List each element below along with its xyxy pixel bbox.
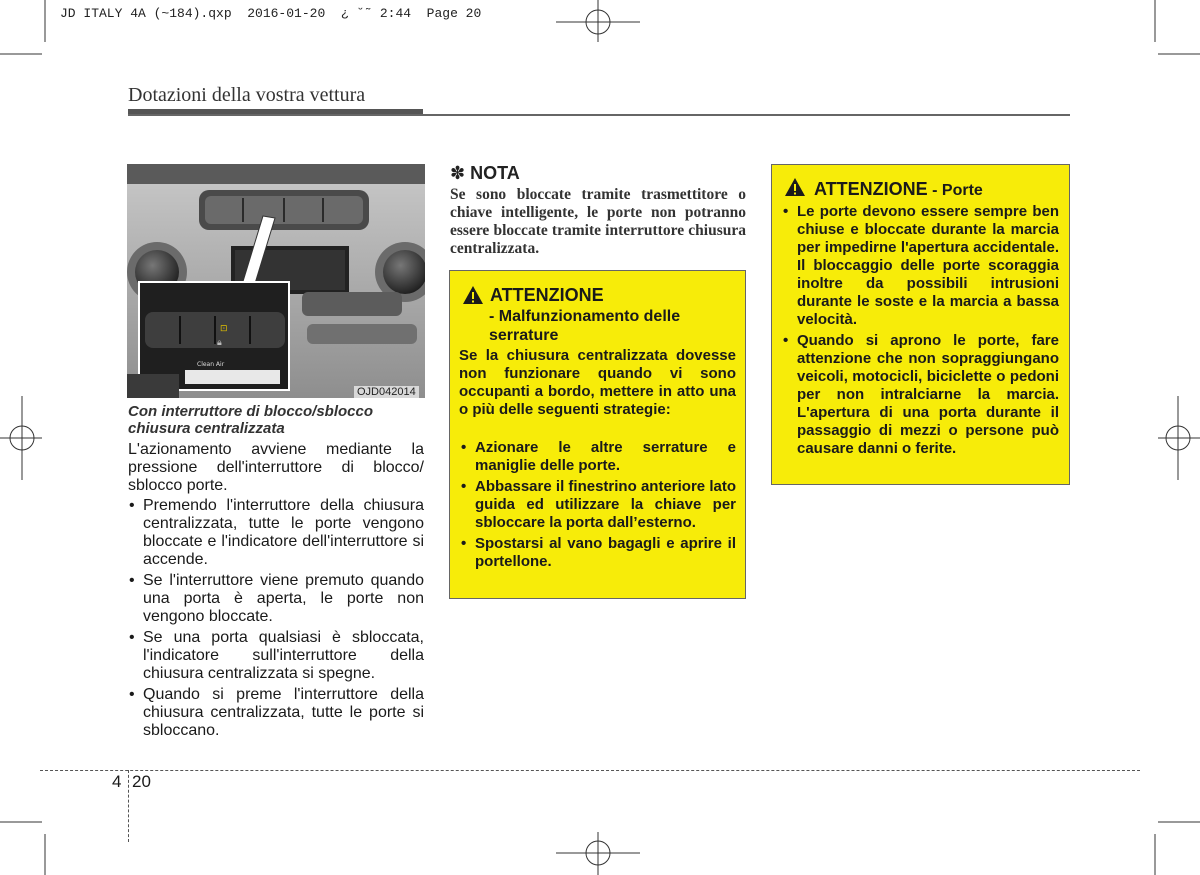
section-title: Dotazioni della vostra vettura [128, 84, 366, 106]
list-item: • Se una porta qualsiasi è sbloccata, l'indicatore sull'interruttore della chiusura centralizzata si spegne. [128, 629, 424, 683]
warning-title: ATTENZIONE [490, 285, 604, 305]
chapter-number: 4 [112, 772, 122, 791]
list-item: • Premendo l'interruttore della chiusura centralizzata, tutte le porte vengono bloccate e l'indicatore dell'interruttore si accende. [128, 497, 424, 569]
warning-title-suffix: - Porte [927, 182, 983, 199]
footer-tick [128, 770, 129, 842]
list-item: • Se l'interruttore viene premuto quando una porta è aperta, le porte non vengono bloccate. [128, 572, 424, 626]
nota-body: Se sono bloccate tramite trasmettitore o chiave intelligente, le porte non potranno essere bloccate tramite interruttore chiusura centralizzata. [450, 186, 746, 257]
list-item: • Abbassare il finestrino anteriore lato guida ed utilizzare la chiave per sbloccare la porta dall’esterno. [459, 478, 736, 532]
dashboard-photo [127, 164, 425, 398]
warning-title [814, 179, 983, 200]
warning-box-lock-malfunction [449, 270, 746, 599]
warning-icon [462, 285, 484, 305]
header-rule [128, 114, 1070, 116]
list-item: • Azionare le altre serrature e maniglie delle porte. [459, 439, 736, 475]
photo-code: OJD042014 [354, 386, 419, 398]
photo-caption: Con interruttore di blocco/sblocco chiusura centralizzata [128, 403, 374, 437]
svg-text:⊡: ⊡ [220, 324, 228, 334]
list-item: • Quando si aprono le porte, fare attenzione che non sopraggiungano veicoli, motocicli, biciclette o pedoni per non intralciarne la marcia. L'apertura di una porta durante il passaggio di mezzi o persone può causare danni o ferite. [781, 332, 1059, 458]
warning-box-doors [771, 164, 1070, 485]
warning-title-main: ATTENZIONE [814, 179, 928, 199]
list-item: • Spostarsi al vano bagagli e aprire il portellone. [459, 535, 736, 571]
warning-bullets [459, 439, 736, 574]
page-number: 20 [132, 772, 151, 791]
warning-subtitle: - Malfunzionamento delle serrature [489, 308, 681, 344]
inset-label: Clean Air [197, 361, 225, 368]
list-item: • Quando si preme l'interruttore della chiusura centralizzata, tutte le porte si sbloccano. [128, 686, 424, 740]
nota-title: ✽ NOTA [450, 163, 520, 183]
list-item: • Le porte devono essere sempre ben chiuse e bloccate durante la marcia per impedirne l'apertura accidentale. Il bloccaggio delle porte scoraggia inoltre da possibili intrusioni durante le soste e la marcia a bassa velocità. [781, 203, 1059, 329]
operation-bullets [128, 497, 424, 743]
warning-bullets [781, 203, 1059, 461]
svg-text:🔒︎: 🔒︎ [217, 338, 222, 348]
warning-icon [784, 177, 806, 197]
footer-rule [40, 770, 1140, 771]
warning-body: Se la chiusura centralizzata dovesse non funzionare quando vi sono occupanti a bordo, mettere in atto una o più delle seguenti strategie: [459, 347, 736, 418]
intro-paragraph: L'azionamento avviene mediante la pressione dell'interruttore di blocco/ sblocco porte. [128, 441, 424, 494]
print-slug: JD ITALY 4A (~184).qxp 2016-01-20 ¿ ˘˜ 2:44 Page 20 [60, 6, 482, 21]
